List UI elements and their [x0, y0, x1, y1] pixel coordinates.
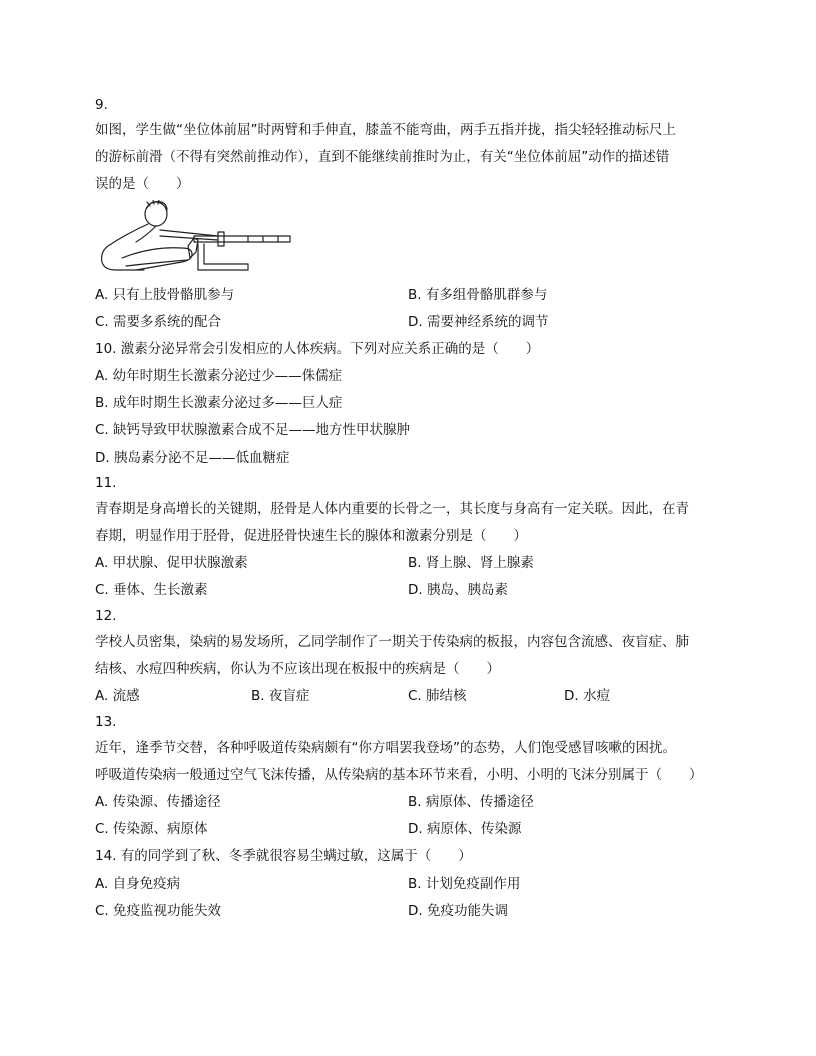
q12-stem-line-1: 学校人员密集，染病的易发场所，乙同学制作了一期关于传染病的板报，内容包含流感、夜盲症、肺 [95, 634, 689, 650]
q11-option-d: D. 胰岛、胰岛素 [408, 582, 508, 598]
q12-option-c: C. 肺结核 [408, 688, 467, 704]
q9-option-c: C. 需要多系统的配合 [95, 314, 222, 330]
q10-stem: 10. 激素分泌异常会引发相应的人体疾病。下列对应关系正确的是（ ） [95, 341, 540, 357]
q11-stem-line-1: 青春期是身高增长的关键期，胫骨是人体内重要的长骨之一，其长度与身高有一定关联。因此，在青 [95, 501, 689, 517]
q14-option-c: C. 免疫监视功能失效 [95, 903, 222, 919]
q9-option-b: B. 有多组骨骼肌群参与 [408, 287, 548, 303]
q9-option-d: D. 需要神经系统的调节 [408, 314, 549, 330]
q9-stem-line-1: 如图，学生做“坐位体前屈”时两臂和手伸直，膝盖不能弯曲，两手五指并拢，指尖轻轻推动标尺上 [95, 122, 676, 138]
q14-option-b: B. 计划免疫副作用 [408, 876, 521, 892]
q13-option-c: C. 传染源、病原体 [95, 821, 208, 837]
q13-number: 13. [95, 714, 117, 730]
q14-option-d: D. 免疫功能失调 [408, 903, 508, 919]
q11-stem-line-2: 春期，明显作用于胫骨，促进胫骨快速生长的腺体和激素分别是（ ） [95, 528, 527, 544]
q12-number: 12. [95, 608, 117, 624]
sit-and-reach-figure [98, 200, 294, 276]
q13-stem-line-2: 呼吸道传染病一般通过空气飞沫传播，从传染病的基本环节来看，小明、小明的飞沫分别属于（ ） [95, 767, 703, 783]
q9-stem-line-3: 误的是（ ） [95, 176, 190, 192]
q12-option-d: D. 水痘 [564, 688, 610, 704]
q9-stem-line-2: 的游标前滑（不得有突然前推动作），直到不能继续前推时为止，有关“坐位体前屈”动作的描述错 [95, 149, 670, 165]
q12-option-a: A. 流感 [95, 688, 140, 704]
q12-option-b: B. 夜盲症 [251, 688, 310, 704]
q10-option-a: A. 幼年时期生长激素分泌过少——侏儒症 [95, 368, 343, 384]
q11-option-b: B. 肾上腺、肾上腺素 [408, 555, 534, 571]
q13-option-b: B. 病原体、传播途径 [408, 794, 534, 810]
q12-stem-line-2: 结核、水痘四种疾病，你认为不应该出现在板报中的疾病是（ ） [95, 661, 500, 677]
q9-option-a: A. 只有上肢骨骼肌参与 [95, 287, 235, 303]
q13-option-a: A. 传染源、传播途径 [95, 794, 221, 810]
q10-option-c: C. 缺钙导致甲状腺激素合成不足——地方性甲状腺肿 [95, 422, 411, 438]
q14-option-a: A. 自身免疫病 [95, 876, 181, 892]
q11-option-a: A. 甲状腺、促甲状腺激素 [95, 555, 248, 571]
q9-number: 9. [95, 97, 108, 113]
q13-option-d: D. 病原体、传染源 [408, 821, 522, 837]
q10-option-b: B. 成年时期生长激素分泌过多——巨人症 [95, 395, 343, 411]
q11-number: 11. [95, 475, 117, 491]
q11-option-c: C. 垂体、生长激素 [95, 582, 208, 598]
q10-option-d: D. 胰岛素分泌不足——低血糖症 [95, 450, 290, 466]
q13-stem-line-1: 近年，逢季节交替，各种呼吸道传染病颇有“你方唱罢我登场”的态势，人们饱受感冒咳嗽的困扰。 [95, 740, 676, 756]
q14-stem: 14. 有的同学到了秋、冬季就很容易尘螨过敏，这属于（ ） [95, 848, 472, 864]
